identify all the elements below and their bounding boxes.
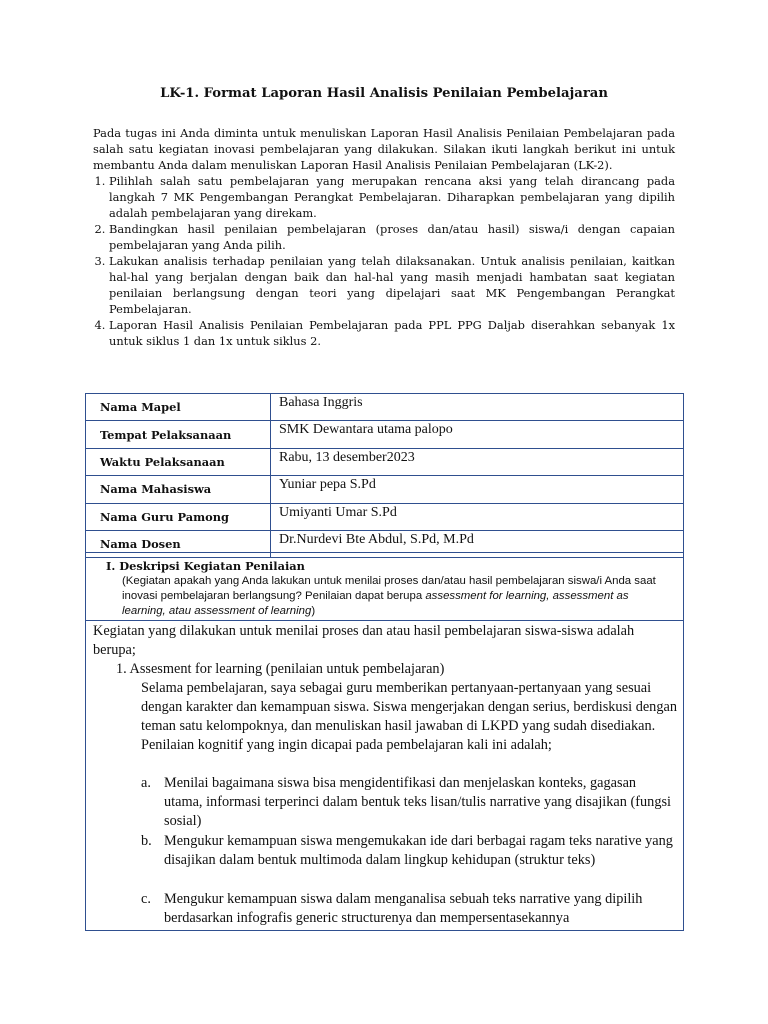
content-item-1: 1. Assesment for learning (penilaian untuk pembelajaran) <box>116 661 445 677</box>
section-content <box>85 620 684 931</box>
table-row <box>86 394 684 421</box>
row-label: Tempat Pelaksanaan <box>86 421 271 448</box>
note-italic: assessment for learning, assessment as learning, atau assessment of learning <box>122 590 629 617</box>
row-value: Bahasa Inggris <box>271 394 684 421</box>
section-note <box>122 574 662 619</box>
row-label: Nama Dosen <box>86 530 271 557</box>
table-row <box>86 448 684 475</box>
row-value: Dr.Nurdevi Bte Abdul, S.Pd, M.Pd <box>271 530 684 557</box>
note-end: ) <box>311 605 316 617</box>
instruction-step: 4. Laporan Hasil Analisis Penilaian Pembelajaran pada PPL PPG Daljab diserahkan sebanyak 1x untuk siklus 1 dan 1x untuk siklus 2. <box>109 317 675 349</box>
instruction-step: 2. Bandingkan hasil penilaian pembelajaran (proses dan/atau hasil) siswa/i dengan capaian pembelajaran yang Anda pilih. <box>109 221 675 253</box>
intro-paragraph: Pada tugas ini Anda diminta untuk menuliskan Laporan Hasil Analisis Penilaian Pembelajaran pada salah satu kegiatan inovasi pembelajaran yang dilakukan. Silakan ikuti langkah berikut ini untuk membantu Anda dalam menuliskan Laporan Hasil Analisis Penilaian Pembelajaran (LK-2). <box>93 126 675 172</box>
row-value: Rabu, 13 desember2023 <box>271 448 684 475</box>
table-row <box>86 421 684 448</box>
instruction-step: 1. Pilihlah salah satu pembelajaran yang merupakan rencana aksi yang telah dirancang pada langkah 7 MK Pengembangan Perangkat Pembelajaran. Diharapkan pembelajaran yang dipilih adalah pembelajaran yang direkam. <box>109 173 675 221</box>
sub-marker: c. <box>141 891 151 907</box>
table-row <box>86 503 684 530</box>
row-value: Umiyanti Umar S.Pd <box>271 503 684 530</box>
sub-marker: a. <box>141 775 151 791</box>
sub-text: Menilai bagaimana siswa bisa mengidentifikasi dan menjelaskan konteks, gagasan utama, informasi terperinci dalam bentuk teks lisan/tulis narrative yang disajikan (fungsi sosial) <box>164 775 672 829</box>
page-title: LK-1. Format Laporan Hasil Analisis Penilaian Pembelajaran <box>160 86 608 101</box>
section-header <box>85 552 684 621</box>
row-value: SMK Dewantara utama palopo <box>271 421 684 448</box>
section-heading: I. Deskripsi Kegiatan Penilaian <box>106 559 305 573</box>
row-label: Nama Mahasiswa <box>86 476 271 503</box>
content-body: Selama pembelajaran, saya sebagai guru memberikan pertanyaan-pertanyaan yang sesuai dengan karakter dan kemampuan siswa. Siswa mengerjakan dengan serius, berdiskusi dengan teman satu kelompoknya, dan menuliskan hasil jawaban di LKPD yang sudah disediakan. Penilaian kognitif yang ingin dicapai pada pembelajaran kali ini adalah; <box>141 680 677 753</box>
identity-table <box>85 393 684 558</box>
instruction-steps <box>93 173 675 349</box>
row-value: Yuniar pepa S.Pd <box>271 476 684 503</box>
table-row <box>86 476 684 503</box>
row-label: Waktu Pelaksanaan <box>86 448 271 475</box>
sub-text: Mengukur kemampuan siswa mengemukakan ide dari berbagai ragam teks narative yang disajikan dalam bentuk multimoda dalam lingkup kehidupan (struktur teks) <box>164 833 673 868</box>
note-text: (Kegiatan apakah yang Anda lakukan untuk menilai proses dan/atau hasil pembelajaran siswa/i Anda saat inovasi pembelajaran berlangsung? Penilaian dapat berupa <box>122 575 656 602</box>
row-label: Nama Mapel <box>86 394 271 421</box>
instructions <box>93 125 675 349</box>
sub-marker: b. <box>141 833 152 849</box>
row-label: Nama Guru Pamong <box>86 503 271 530</box>
content-lead: Kegiatan yang dilakukan untuk menilai proses dan atau hasil pembelajaran siswa-siswa adalah berupa; <box>93 623 635 658</box>
instruction-step: 3. Lakukan analisis terhadap penilaian yang telah dilaksanakan. Untuk analisis penilaian, kaitkan hal-hal yang berjalan dengan baik dan hal-hal yang masih menjadi hambatan saat kegiatan penilaian berlangsung dengan teori yang dipelajari saat MK Pengembangan Perangkat Pembelajaran. <box>109 253 675 317</box>
sub-text: Mengukur kemampuan siswa dalam menganalisa sebuah teks narrative yang dipilih berdasarkan infografis generic structurenya dan mempersentasekannya <box>164 891 643 926</box>
